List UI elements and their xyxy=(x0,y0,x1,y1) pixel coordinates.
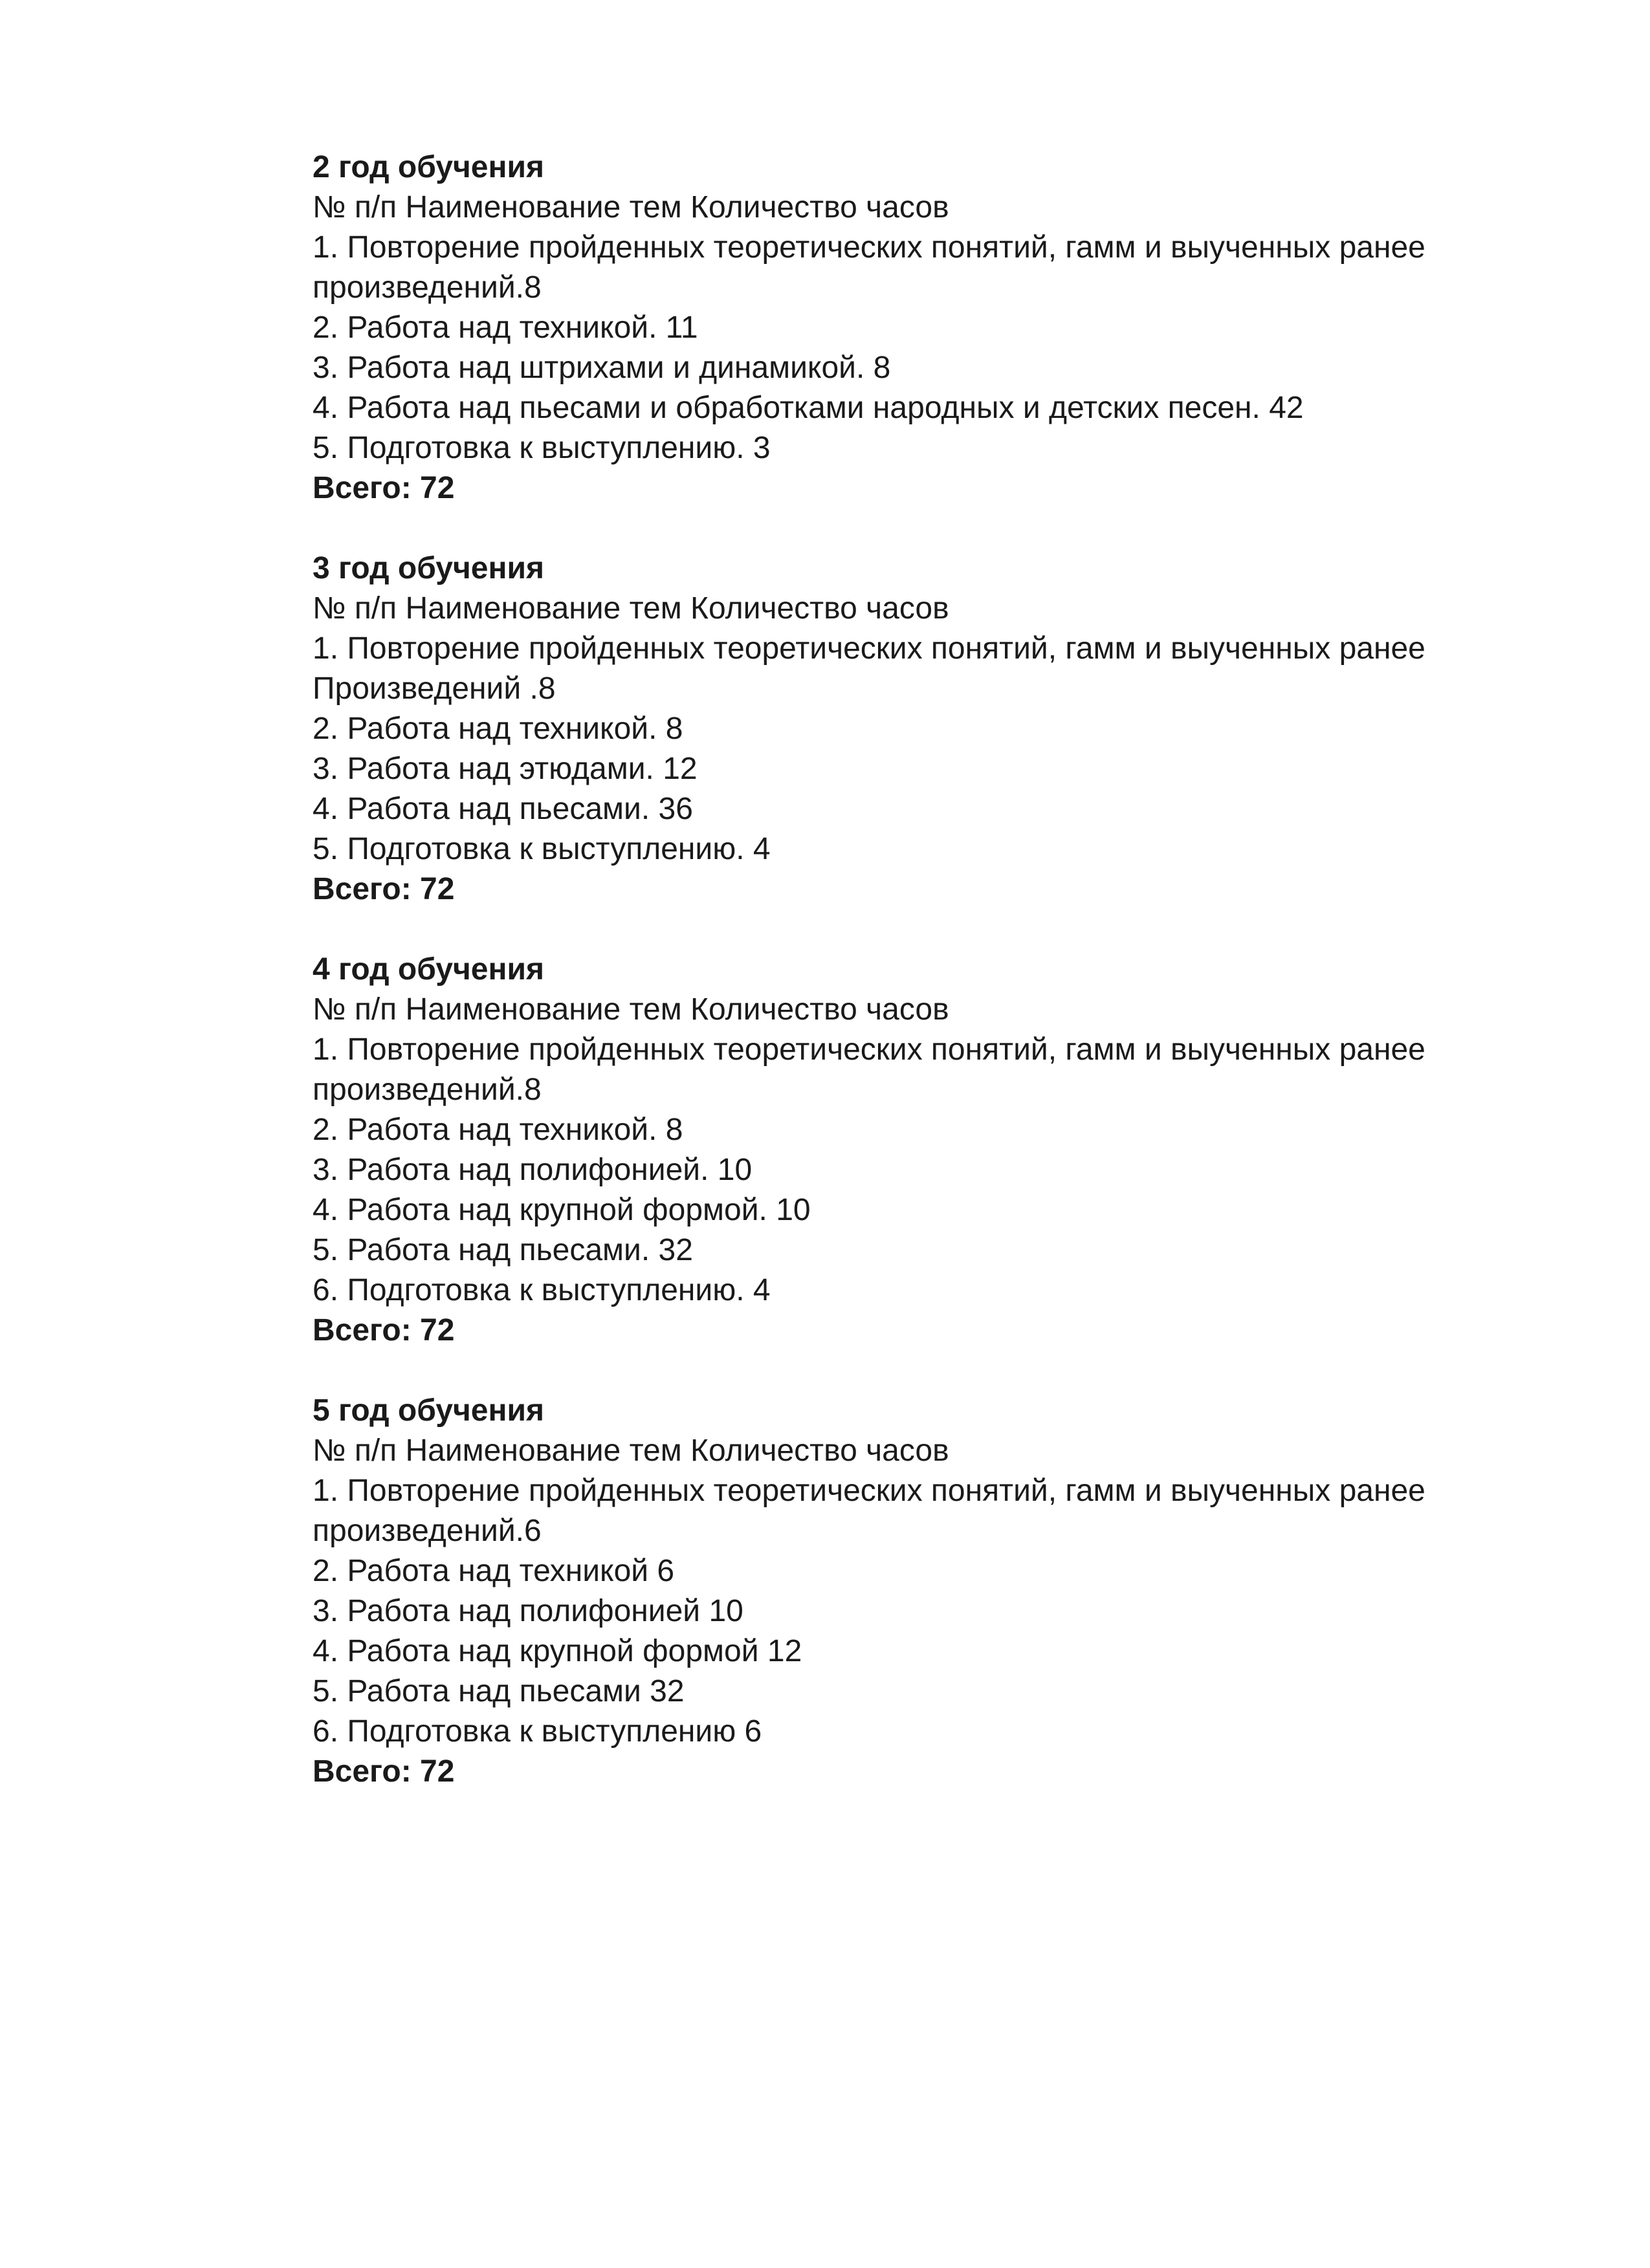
section-total: Всего: 72 xyxy=(313,1313,455,1347)
list-item: 4. Работа над пьесами и обработками народных и детских песен. 42 xyxy=(313,391,1304,425)
list-item: Произведений .8 xyxy=(313,671,556,706)
list-item: 1. Повторение пройденных теоретических понятий, гамм и выученных ранее xyxy=(313,1032,1425,1067)
list-item: 1. Повторение пройденных теоретических понятий, гамм и выученных ранее xyxy=(313,230,1425,265)
list-item: 4. Работа над крупной формой. 10 xyxy=(313,1193,811,1227)
section-total: Всего: 72 xyxy=(313,872,455,906)
table-header: № п/п Наименование тем Количество часов xyxy=(313,591,949,626)
list-item: 3. Работа над штрихами и динамикой. 8 xyxy=(313,351,891,385)
list-item: 1. Повторение пройденных теоретических понятий, гамм и выученных ранее xyxy=(313,631,1425,666)
list-item: 5. Подготовка к выступлению. 4 xyxy=(313,832,771,866)
year-section-3 xyxy=(313,549,1594,910)
list-item: 3. Работа над полифонией. 10 xyxy=(313,1153,753,1187)
list-item: 4. Работа над крупной формой 12 xyxy=(313,1634,802,1668)
list-item: 6. Подготовка к выступлению 6 xyxy=(313,1714,762,1749)
list-item: 5. Работа над пьесами. 32 xyxy=(313,1233,693,1267)
year-section-4 xyxy=(313,950,1594,1351)
list-item: 5. Подготовка к выступлению. 3 xyxy=(313,431,771,465)
section-total: Всего: 72 xyxy=(313,1754,455,1789)
year-section-2 xyxy=(313,147,1594,508)
list-item: 5. Работа над пьесами 32 xyxy=(313,1674,685,1708)
list-item: 3. Работа над полифонией 10 xyxy=(313,1594,743,1628)
table-header: № п/п Наименование тем Количество часов xyxy=(313,992,949,1027)
section-title: 3 год обучения xyxy=(313,551,544,585)
document-content xyxy=(313,147,1594,1832)
section-title: 4 год обучения xyxy=(313,952,544,987)
list-item: 2. Работа над техникой. 8 xyxy=(313,1113,683,1147)
list-item: 4. Работа над пьесами. 36 xyxy=(313,792,693,826)
table-header: № п/п Наименование тем Количество часов xyxy=(313,190,949,224)
list-item: 1. Повторение пройденных теоретических понятий, гамм и выученных ранее xyxy=(313,1474,1425,1508)
list-item: 2. Работа над техникой 6 xyxy=(313,1554,675,1588)
section-total: Всего: 72 xyxy=(313,471,455,505)
list-item: произведений.8 xyxy=(313,270,542,305)
list-item: 3. Работа над этюдами. 12 xyxy=(313,752,698,786)
year-section-5 xyxy=(313,1391,1594,1792)
table-header: № п/п Наименование тем Количество часов xyxy=(313,1434,949,1468)
list-item: произведений.6 xyxy=(313,1514,542,1548)
section-title: 5 год обучения xyxy=(313,1393,544,1428)
list-item: 6. Подготовка к выступлению. 4 xyxy=(313,1273,771,1307)
list-item: 2. Работа над техникой. 11 xyxy=(313,311,698,345)
list-item: произведений.8 xyxy=(313,1073,542,1107)
list-item: 2. Работа над техникой. 8 xyxy=(313,712,683,746)
section-title: 2 год обучения xyxy=(313,150,544,184)
